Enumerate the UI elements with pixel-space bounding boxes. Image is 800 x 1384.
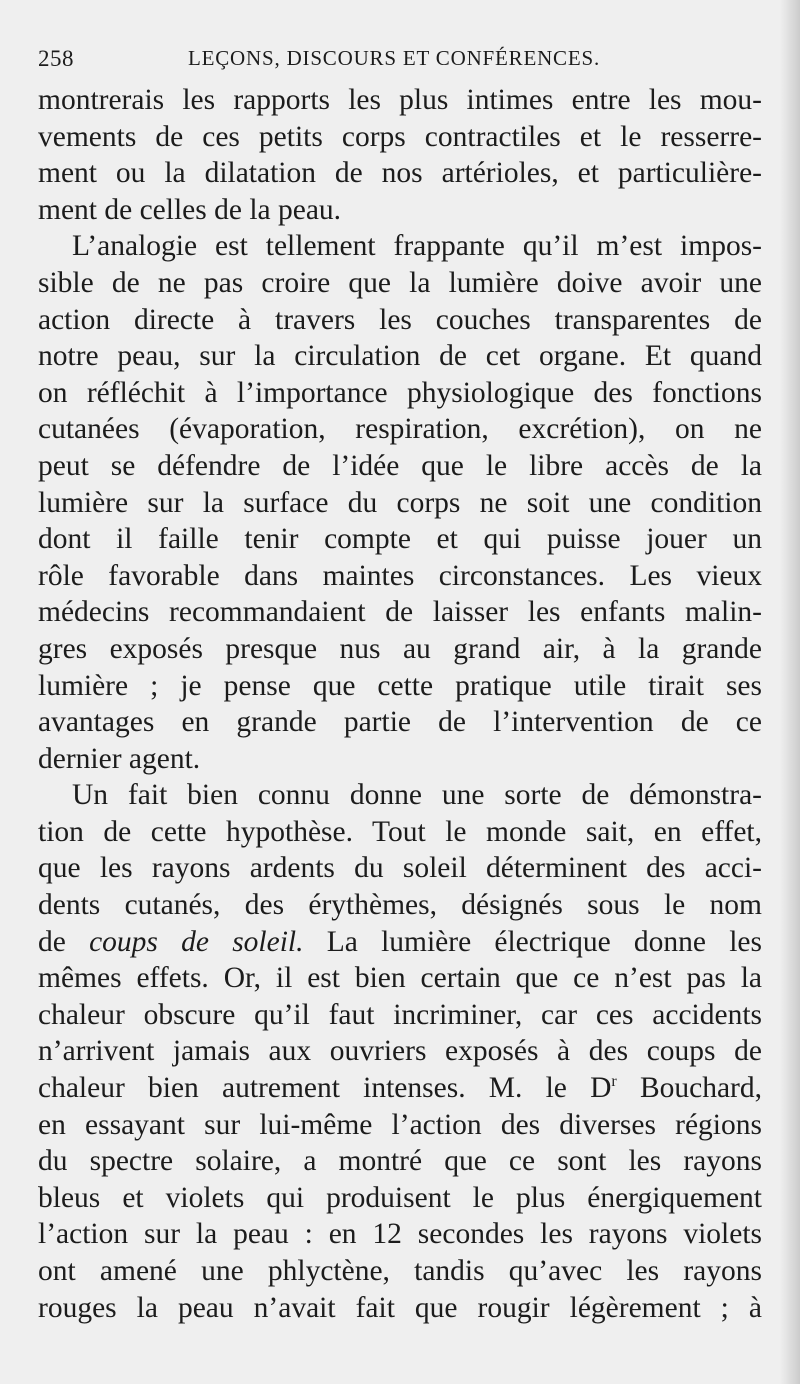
text-line: lumière sur la surface du corps ne soit une condition <box>38 486 762 519</box>
text-line: chaleur obscure qu’il faut incriminer, car ces accidents <box>38 998 762 1031</box>
text-line: médecins recommandaient de laisser les enfants malin- <box>38 596 762 629</box>
paragraph-block <box>38 960 762 1070</box>
text-line: vements de ces petits corps contractiles et le resserre- <box>38 120 762 153</box>
text-line: tion de cette hypothèse. Tout le monde sait, en effet, <box>38 815 762 848</box>
text-line: n’arrivent jamais aux ouvriers exposés à des coups de <box>38 1035 762 1068</box>
text-line: notre peau, sur la circulation de cet organe. Et quand <box>38 340 762 373</box>
text-line: ont amené une phlyctène, tandis qu’avec les rayons <box>38 1255 762 1287</box>
text-line: Un fait bien connu donne une sorte de démonstra- <box>72 779 762 812</box>
page-shadow <box>780 0 800 1384</box>
paragraph-block <box>38 1107 762 1327</box>
text-line: en essayant sur lui-même l’action des diverses régions <box>38 1108 762 1141</box>
text-line: rouges la peau n’avait fait que rougir légèrement ; à <box>38 1291 762 1324</box>
text-line: que les rayons ardents du soleil déterminent des acci- <box>38 852 762 885</box>
text-line: dernier agent. <box>38 742 201 775</box>
text-line: on réfléchit à l’importance physiologique des fonctions <box>38 376 762 409</box>
text-line: gres exposés presque nus au grand air, à la grande <box>38 632 762 665</box>
text-line: ment de celles de la peau. <box>38 193 342 226</box>
text-line: chaleur bien autrement intenses. M. le $D^r$ Bouchard, <box>38 1072 763 1105</box>
text-line: dents cutanés, des érythèmes, désignés sous le nom <box>38 889 762 922</box>
paragraph-block <box>38 82 762 924</box>
text-line: L’analogie est tellement frappante qu’il m’est impos- <box>72 230 762 263</box>
text-line: dont il faille tenir compte et qui puisse jouer un <box>38 523 762 556</box>
page-number: 258 <box>38 46 74 71</box>
running-title: LEÇONS, DISCOURS ET CONFÉRENCES. <box>188 46 601 70</box>
italic-term: coups de soleil. <box>89 925 304 958</box>
text-line: l’action sur la peau : en 12 secondes les rayons violets <box>38 1218 762 1251</box>
text-line: de coups de soleil. La lumière électrique donne les <box>38 925 762 958</box>
text-line: du spectre solaire, a montré que ce sont les rayons <box>38 1145 762 1178</box>
text-line: peut se défendre de l’idée que le libre accès de la <box>38 449 762 482</box>
text-line: cutanées (évaporation, respiration, excrétion), on ne <box>38 413 762 446</box>
text-line: sible de ne pas croire que la lumière doive avoir une <box>38 266 762 299</box>
text-line: action directe à travers les couches transparentes de <box>38 303 762 336</box>
text-line: bleus et violets qui produisent le plus énergiquement <box>38 1181 762 1214</box>
page-header <box>38 32 762 82</box>
text-line: mêmes effets. Or, il est bien certain que ce n’est pas la <box>38 962 762 995</box>
text-line: rôle favorable dans maintes circonstances. Les vieux <box>38 559 762 592</box>
text-line: avantages en grande partie de l’intervention de ce <box>38 706 762 739</box>
text-line: ment ou la dilatation de nos artérioles, et particulière- <box>38 157 762 190</box>
text-line: lumière ; je pense que cette pratique utile tirait ses <box>38 669 762 702</box>
body-text <box>38 82 762 1326</box>
text-line: montrerais les rapports les plus intimes entre les mou- <box>38 84 762 116</box>
superscript: r <box>611 1073 617 1091</box>
